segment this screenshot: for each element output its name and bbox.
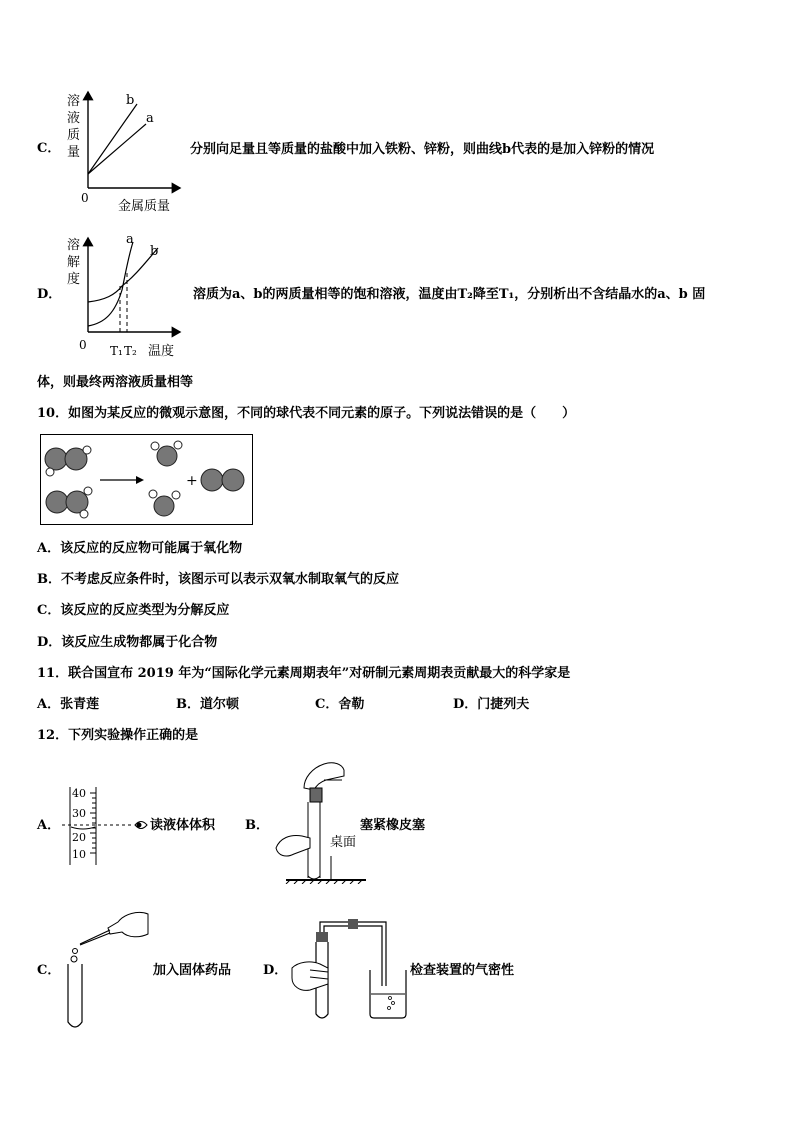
q12-option-c-caption: 加入固体药品 <box>153 963 232 978</box>
option-d-text: 溶质为a、b的两质量相等的饱和溶液，温度由T₂降至T₁，分别析出不含结晶水的a、b 固 <box>193 287 706 302</box>
hand-icon <box>292 962 328 990</box>
t1-label: T₁ <box>110 344 123 358</box>
q10-option-a: A．该反应的反应物可能属于氧化物 <box>37 541 243 556</box>
lower-hand-icon <box>276 836 310 857</box>
curve-a <box>88 242 133 326</box>
rubber-connector <box>348 919 358 929</box>
tick-40: 40 <box>72 787 86 800</box>
q10-option-d: D．该反应生成物都属于化合物 <box>37 635 218 650</box>
y-label-3: 质 <box>67 128 81 143</box>
bubbles <box>388 997 395 1010</box>
tick-10: 10 <box>72 848 86 861</box>
curve-b-label: b <box>150 244 159 259</box>
q12-b-stopper-diagram <box>274 758 368 884</box>
q11-option-b: B．道尔顿 <box>176 697 239 712</box>
option-d-graph <box>60 228 192 362</box>
x-axis-label: 金属质量 <box>118 199 171 214</box>
t2-label: T₂ <box>124 344 137 358</box>
y-label-4: 量 <box>67 145 81 160</box>
tick-20: 20 <box>72 831 86 844</box>
q12-option-a-label: A． <box>37 818 61 833</box>
q12-a-cylinder-diagram <box>62 785 154 867</box>
tick-30: 30 <box>72 807 86 820</box>
option-d-label: D． <box>37 287 62 302</box>
option-c-graph <box>60 88 190 216</box>
q12-option-c-label: C． <box>37 963 61 978</box>
hand-with-tweezers-icon <box>80 912 148 945</box>
y-label-3: 度 <box>67 272 81 287</box>
q12-b-table-label: 桌面 <box>330 835 357 850</box>
plus-sign: + <box>186 473 198 489</box>
q10-option-b: B．不考虑反应条件时，该图示可以表示双氧水制取氧气的反应 <box>37 572 399 587</box>
q10-reaction-diagram <box>40 434 254 526</box>
q11-option-c: C．舍勒 <box>315 697 365 712</box>
curve-b-label: b <box>126 93 135 108</box>
upper-hand-icon <box>304 763 344 790</box>
q10-stem: 10．如图为某反应的微观示意图，不同的球代表不同元素的原子。下列说法错误的是（ ） <box>37 406 576 421</box>
q11-stem: 11．联合国宣布 2019 年为“国际化学元素周期表年”对研制元素周期表贡献最大的科学家是 <box>37 666 571 681</box>
q12-option-b-label: B． <box>245 818 269 833</box>
tube-stopper <box>316 932 328 942</box>
q12-option-d-label: D． <box>263 963 288 978</box>
option-c-text: 分别向足量且等质量的盐酸中加入铁粉、锌粉，则曲线b代表的是加入锌粉的情况 <box>190 142 655 157</box>
solid-pellet <box>71 949 78 963</box>
q12-option-b-caption: 塞紧橡皮塞 <box>360 818 426 833</box>
y-label-2: 解 <box>67 255 81 270</box>
curve-b <box>88 104 137 174</box>
q12-option-a-caption: 读液体体积 <box>150 818 216 833</box>
x-axis-label: 温度 <box>148 344 175 359</box>
curve-a-label: a <box>126 232 134 247</box>
y-label-1: 溶 <box>67 238 81 253</box>
q10-option-c: C．该反应的反应类型为分解反应 <box>37 603 230 618</box>
y-label-2: 液 <box>67 111 81 126</box>
option-d-text-continued: 体，则最终两溶液质量相等 <box>37 375 194 390</box>
q12-option-d-caption: 检查装置的气密性 <box>410 963 515 978</box>
curve-a-label: a <box>146 111 154 126</box>
delivery-tube <box>320 922 386 986</box>
test-tube <box>68 964 82 1027</box>
curve-b <box>88 248 158 302</box>
rubber-stopper <box>310 788 322 802</box>
q11-option-a: A．张青莲 <box>37 697 100 712</box>
option-c-label: C． <box>37 141 61 156</box>
origin-label: 0 <box>81 191 89 205</box>
origin-label: 0 <box>79 338 87 352</box>
q11-option-d: D．门捷列夫 <box>453 697 530 712</box>
q12-stem: 12．下列实验操作正确的是 <box>37 728 199 743</box>
q12-d-airtight-diagram <box>290 914 410 1022</box>
eye-icon <box>135 822 147 829</box>
y-label-1: 溶 <box>67 94 81 109</box>
q12-c-solid-diagram <box>62 908 152 1032</box>
curve-a <box>88 124 146 174</box>
